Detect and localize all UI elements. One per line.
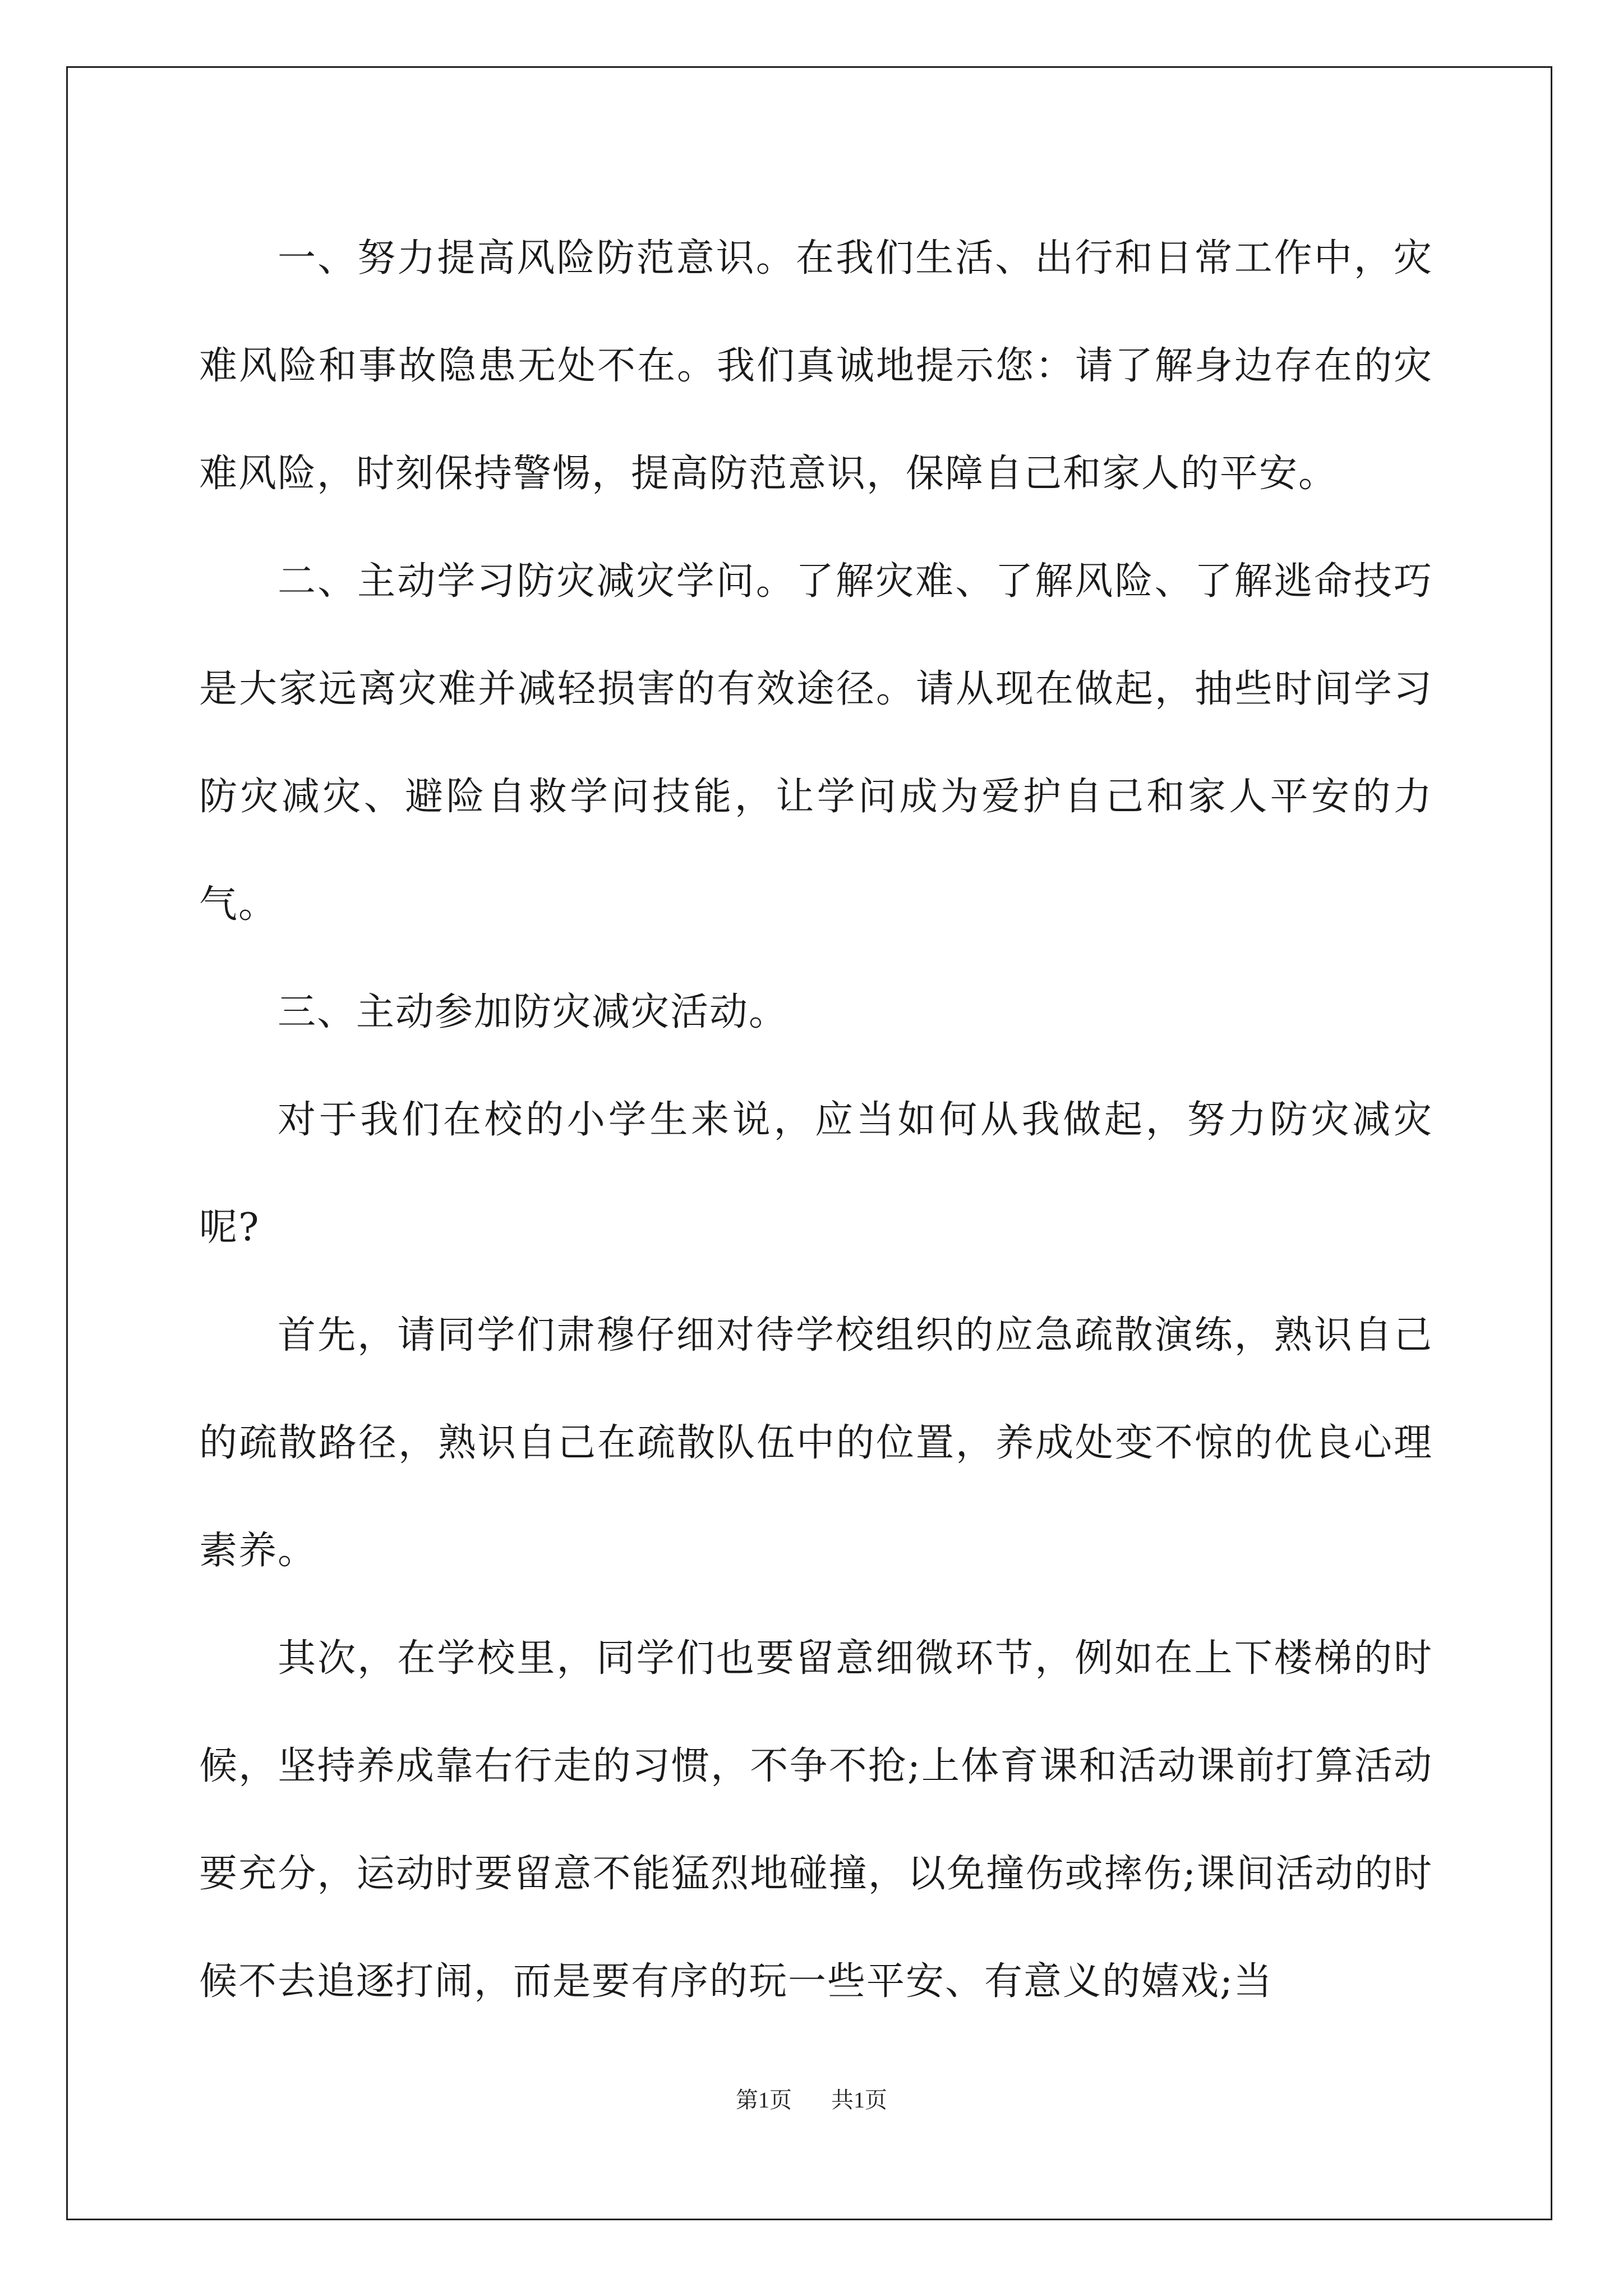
paragraph-5: 首先，请同学们肃穆仔细对待学校组织的应急疏散演练，熟识自己的疏散路径，熟识自己在疏散队伍中的位置，养成处变不惊的优良心理素养。 — [199, 1313, 1433, 1573]
paragraph-1: 一、努力提高风险防范意识。在我们生活、出行和日常工作中，灾难风险和事故隐患无处不在。我们真诚地提示您：请了解身边存在的灾难风险，时刻保持警惕，提高防范意识，保障自己和家人的平安。 — [199, 236, 1433, 496]
paragraph-6: 其次，在学校里，同学们也要留意细微环节，例如在上下楼梯的时候，坚持养成靠右行走的习惯，不争不抢;上体育课和活动课前打算活动要充分，运动时要留意不能猛烈地碰撞，以免撞伤或摔伤;课间活动的时候不去追逐打闹，而是要有序的玩一些平安、有意义的嬉戏;当 — [199, 1636, 1433, 2004]
page-footer — [0, 2082, 1623, 2114]
paragraph-4: 对于我们在校的小学生来说，应当如何从我做起，努力防灾减灾呢? — [199, 1098, 1433, 1250]
page-number-current: 第1页 — [736, 2087, 792, 2113]
document-body — [199, 205, 1433, 2036]
page-number-total: 共1页 — [831, 2087, 887, 2113]
paragraph-2: 二、主动学习防灾减灾学问。了解灾难、了解风险、了解逃命技巧是大家远离灾难并减轻损害的有效途径。请从现在做起，抽些时间学习防灾减灾、避险自救学问技能，让学问成为爱护自己和家人平安的力气。 — [199, 559, 1433, 927]
paragraph-3: 三、主动参加防灾减灾活动。 — [278, 990, 789, 1034]
